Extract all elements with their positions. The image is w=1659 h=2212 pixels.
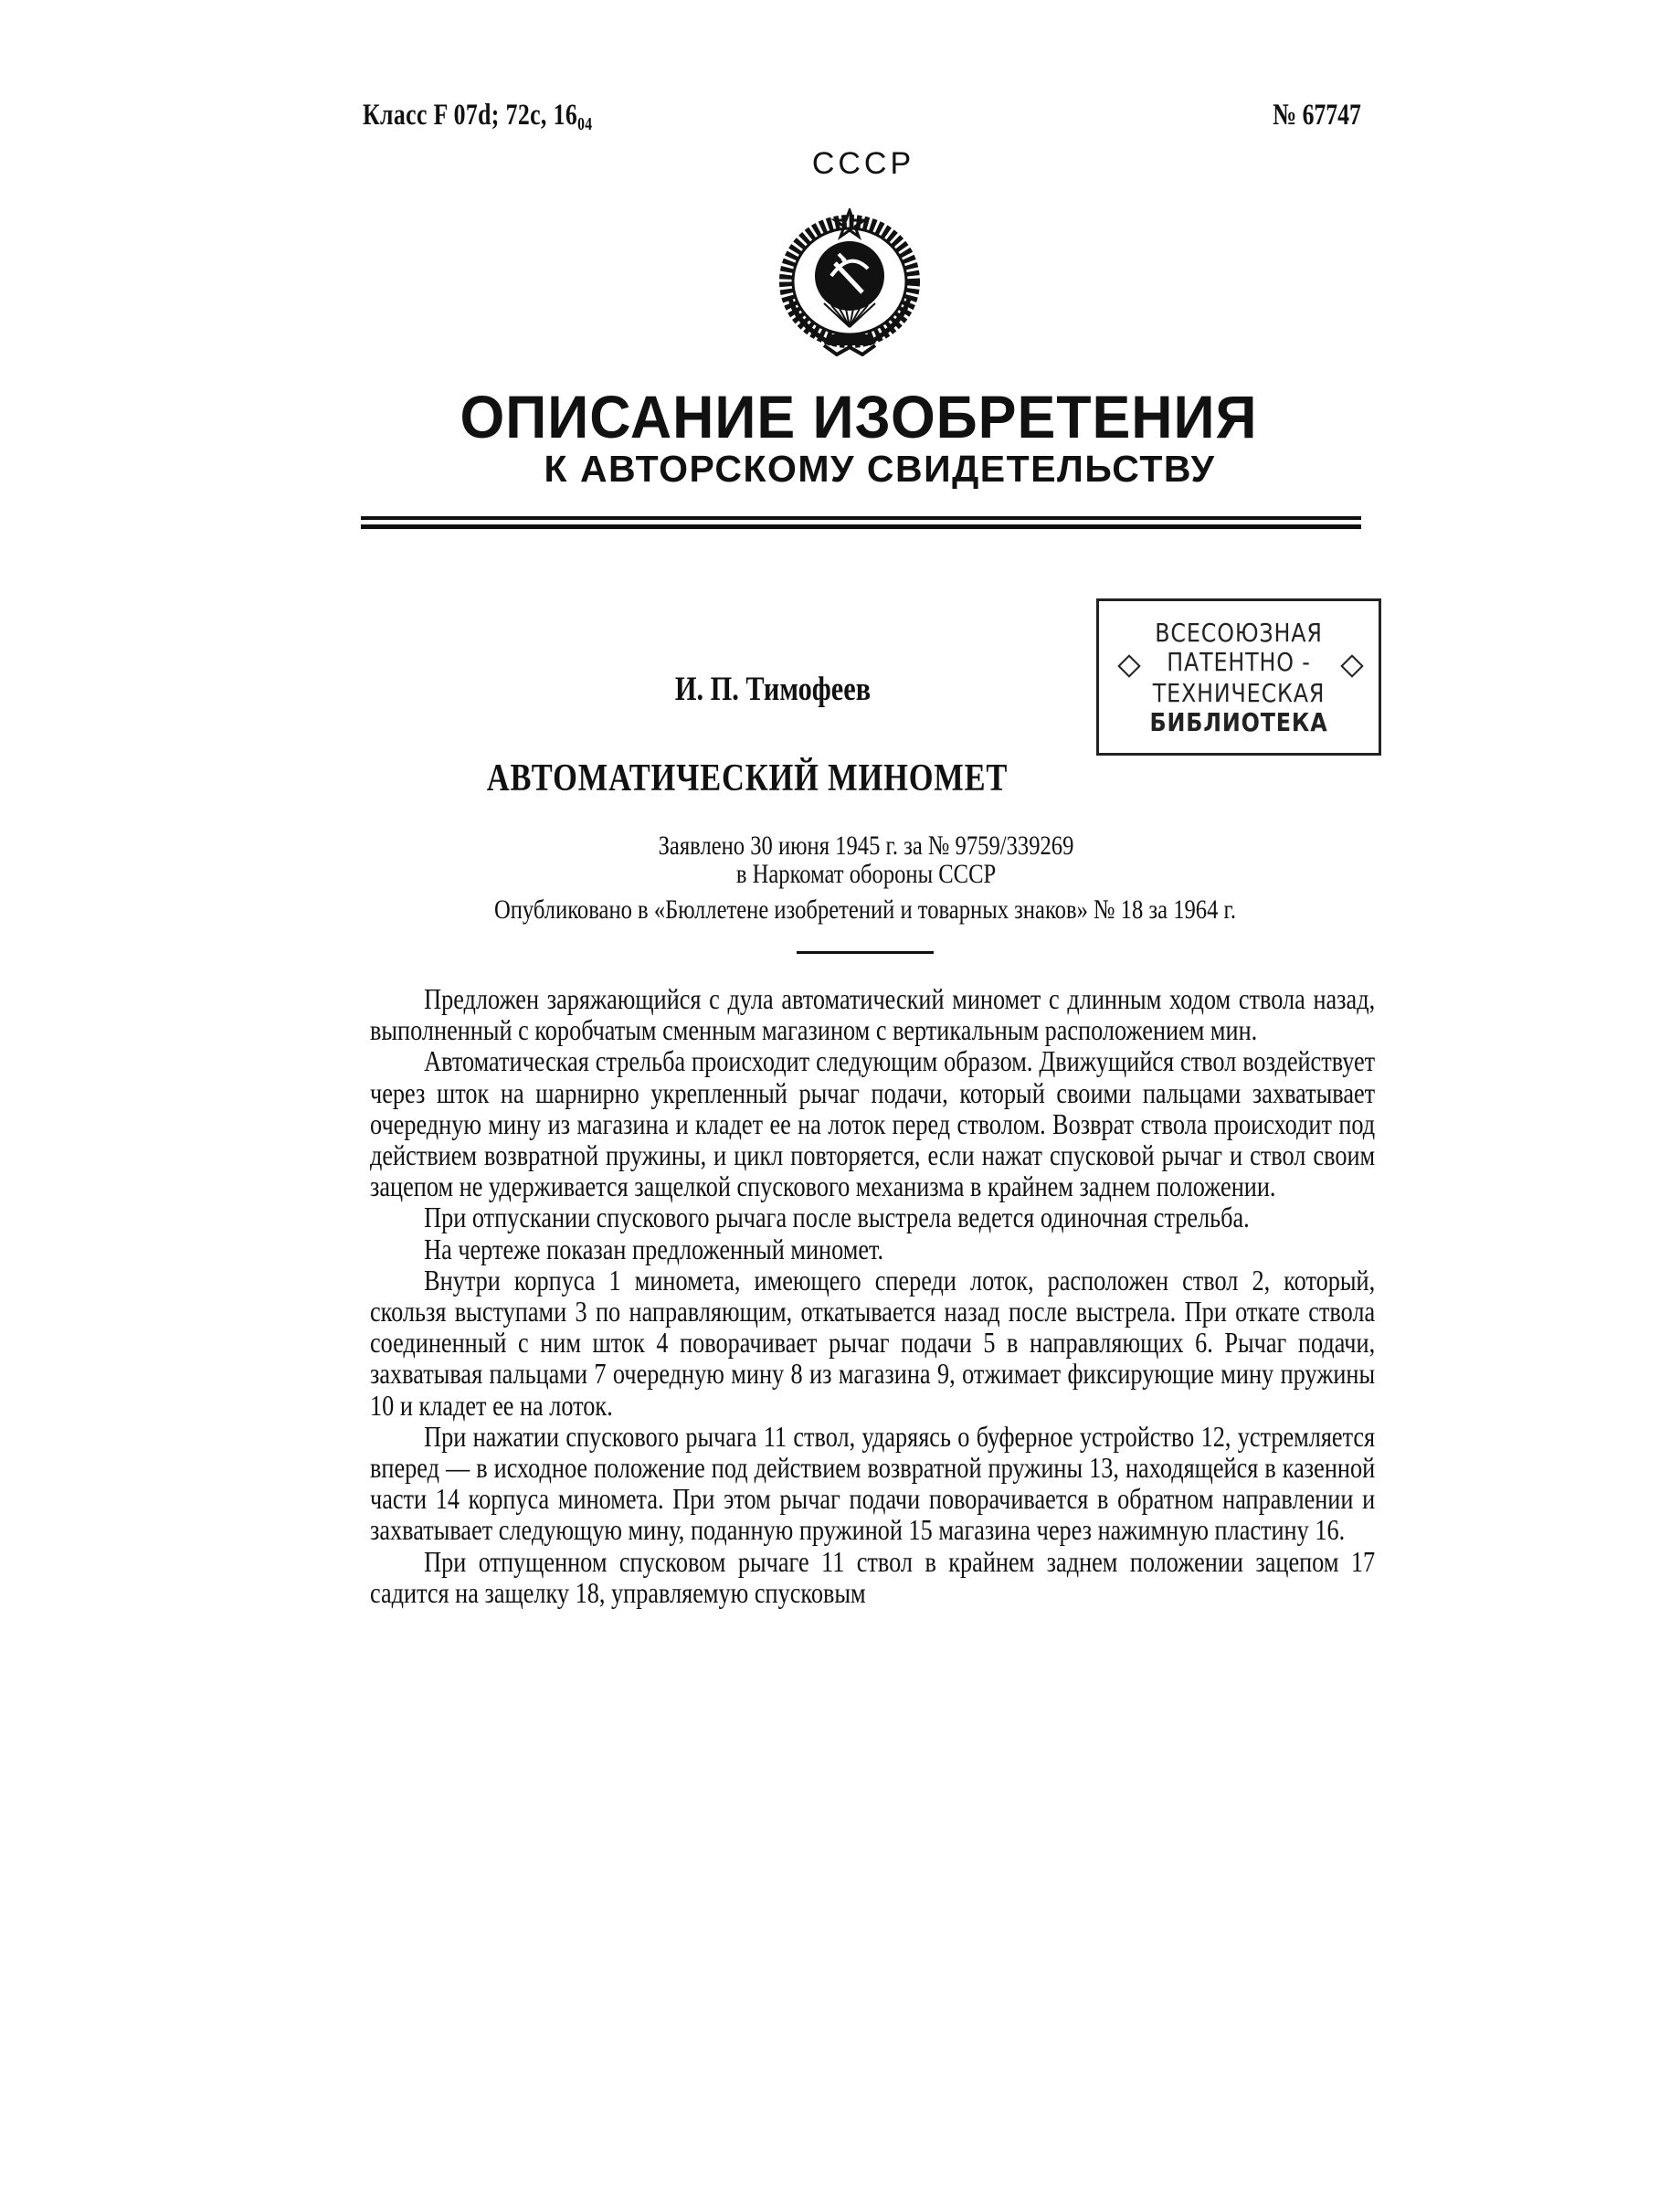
stamp-line: ВСЕСОЮЗНАЯ: [1155, 618, 1323, 648]
body-paragraph: При отпускании спускового рычага после выстрела ведется одиночная стрельба.: [424, 1201, 1250, 1234]
author-name: И. П. Тимофеев: [674, 671, 872, 708]
ussr-emblem-icon: [778, 208, 921, 356]
stamp-line: ПАТЕНТНО -: [1167, 647, 1311, 677]
body-paragraph: Внутри корпуса 1 миномета, имеющего спереди лоток, расположен ствол 2, который, скользя выступами 3 по направляющим, откатывается назад после выстрела. При откате ствола соединенный с ним шток 4 поворачивает рычаг подачи 5 в направляющих 6. Рычаг подачи, захватывая пальцами 7 очередную мину 8 из магазина 9, отжимает фиксирующие мину пружины 10 и кладет ее на лоток.: [370, 1263, 1376, 1422]
header-rule-top: [361, 516, 1361, 520]
classification-label: [363, 99, 592, 135]
filing-office: в Наркомат обороны СССР: [735, 859, 997, 889]
stamp-line: ТЕХНИЧЕСКАЯ: [1152, 678, 1326, 708]
country-label: СССР: [811, 146, 915, 181]
document-type-title: ОПИСАНИЕ ИЗОБРЕТЕНИЯ: [460, 383, 1258, 450]
body-paragraph: При отпущенном спусковом рычаге 11 ствол в крайнем заднем положении зацепом 17 садится на защелку 18, управляемую спусковым: [370, 1544, 1376, 1609]
section-divider: [797, 951, 934, 954]
invention-title: АВТОМАТИЧЕСКИЙ МИНОМЕТ: [486, 757, 1009, 799]
body-paragraph: При нажатии спускового рычага 11 ствол, ударяясь о буферное устройство 12, устремляется вперед — в исходное положение под действием возвратной пружины 13, находящейся в казенной части 14 корпуса миномета. При этом рычаг подачи поворачивается в обратном направлении и захватывает следующую мину, поданную пружиной 15 магазина через нажимную пластину 16.: [370, 1419, 1376, 1547]
publication-info: Опубликовано в «Бюллетене изобретений и товарных знаков» № 18 за 1964 г.: [493, 894, 1237, 925]
body-paragraph: На чертеже показан предложенный миномет.: [424, 1232, 884, 1265]
description-body: [370, 983, 1375, 1608]
body-paragraph: Автоматическая стрельба происходит следующим образом. Движущийся ствол воздействует через шток на шарнирно укрепленный рычаг подачи, который своими пальцами захватывает очередную мину из магазина и кладет ее на лоток перед стволом. Возврат ствола происходит под действием возвратной пружины, и цикл повторяется, если нажат спусковой рычаг и ствол своим зацепом не удерживается защелкой спускового механизма в крайнем заднем положении.: [370, 1044, 1376, 1203]
header-rule-bottom: [361, 524, 1361, 529]
classification-text: Класс F 07d; 72с, 16: [363, 99, 578, 132]
document-type-subtitle: К АВТОРСКОМУ СВИДЕТЕЛЬСТВУ: [544, 448, 1216, 490]
stamp-line: БИБЛИОТЕКА: [1149, 707, 1328, 737]
filing-date: Заявлено 30 июня 1945 г. за № 9759/339269: [658, 831, 1074, 861]
body-paragraph: Предложен заряжающийся с дула автоматический миномет с длинным ходом ствола назад, выполненный с коробчатым сменным магазином с вертикальным расположением мин.: [370, 982, 1376, 1047]
classification-subscript: 04: [577, 114, 593, 134]
patent-number: № 67747: [1273, 99, 1361, 132]
